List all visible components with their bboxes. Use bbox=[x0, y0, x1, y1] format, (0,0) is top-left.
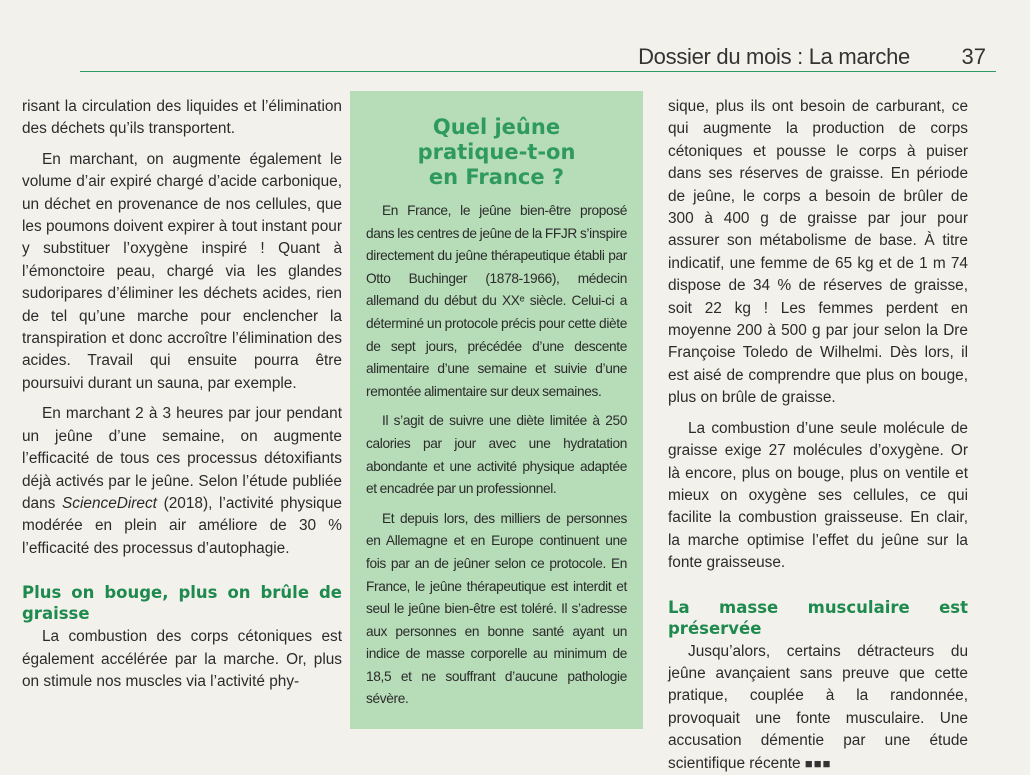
box-title-line: en France ? bbox=[428, 165, 565, 189]
paragraph: risant la circulation des liquides et l’élimination des déchets qu’ils transportent. bbox=[22, 98, 342, 138]
text-run: (2018), l’activité physique modérée en plein air améliore de 30 % l’efficacité des processus d’autophagie. bbox=[22, 494, 342, 557]
paragraph bbox=[668, 641, 968, 775]
paragraph: La combustion d’une seule molécule de graisse exige 27 molécules d’oxygène. Or là encore, plus on bouge, plus on ventile et mieux on oxygène ses cellules, ce qui facilite la combustion graisseuse. En clair, la marche optimise l’effet du jeûne sur la fonte graisseuse. bbox=[668, 419, 968, 572]
sidebar-box bbox=[350, 91, 643, 729]
page-header bbox=[0, 0, 1030, 72]
section-heading: Plus on bouge, plus on brûle de graisse bbox=[22, 583, 342, 624]
paragraph: En marchant, on augmente également le volume d’air expiré chargé d’acide carbonique, un déchet en provenance de nos cellules, que les poumons doivent expirer à tout instant pour y substituer l’oxygène inspiré ! Quant à l’émonctoire peau, chargé via les glandes sudoripares d’éliminer les déchets acides, rien de tel qu’une marche pour enclencher la transpiration et donc accroître l’élimination des acides. Travail qui ensuite pourra être poursuivi durant un sauna, par exemple. bbox=[22, 150, 342, 392]
section-title: Dossier du mois : La marche bbox=[638, 44, 910, 69]
header-rule bbox=[80, 71, 996, 72]
paragraph bbox=[22, 403, 342, 560]
paragraph: La combustion des corps cétoniques est également accélérée par la marche. Or, plus on stimule nos muscles via l’activité phy- bbox=[22, 628, 342, 690]
box-body bbox=[366, 200, 627, 711]
section-heading: La masse musculaire est préservée bbox=[668, 597, 968, 638]
paragraph: sique, plus ils ont besoin de carburant, ce qui augmente la production de corps cétoniques et pousse le corps à puiser dans ses réserves de graisse. En période de jeûne, le corps a besoin de brûler de 300 à 400 g de graisse par jour pour assurer son métabolisme de base. À titre indicatif, une femme de 65 kg et de 1 m 74 dispose de 34 % de réserves de graisse, soit 22 kg ! Les femmes perdent en moyenne 200 à 500 g par jour selon la Dre Françoise Toledo de Wilhelmi. Dès lors, il est aisé de comprendre que plus on bouge, plus on brûle de graisse. bbox=[668, 98, 968, 407]
box-title bbox=[366, 115, 627, 190]
end-mark: ■■■ bbox=[804, 755, 832, 771]
paragraph: Et depuis lors, des milliers de personnes en Allemagne et en Europe continuent une fois par an de jeûner selon ce protocole. En France, le jeûne thérapeutique est interdit et seul le jeûne bien-être est toléré. Il s’adresse aux personnes en bonne santé ayant un indice de masse corporelle au minimum de 18,5 et ne souffrant d’aucune pathologie sévère. bbox=[366, 510, 627, 707]
page-number: 37 bbox=[961, 44, 986, 69]
paragraph: En France, le jeûne bien-être proposé dans les centres de jeûne de la FFJR s’inspire directement du jeûne thérapeutique établi par Otto Buchinger (1878-1966), médecin allemand du début du XXᵉ siècle. Celui-ci a déterminé un protocole précis pour cette diète de sept jours, précédée d’une descente alimentaire d’une semaine et suivie d’une remontée alimentaire sur deux semaines. bbox=[366, 203, 627, 399]
text-run: En marchant 2 à 3 heures par jour pendant un jeûne d’une semaine, on augmente l’efficacité de tous ces processus détoxifiants déjà activés par le jeûne. Selon l’étude publiée dans bbox=[22, 405, 342, 512]
publication-name: ScienceDirect bbox=[62, 494, 157, 512]
left-column bbox=[22, 96, 342, 693]
text-run: Jusqu’alors, certains détracteurs du jeûne avançaient sans preuve que cette pratique, couplée à la randonnée, provoquait une fonte musculaire. Une accusation démentie par une étude scientifique récente bbox=[668, 642, 968, 772]
box-title-line: Quel jeûne bbox=[432, 115, 561, 139]
paragraph: Il s’agit de suivre une diète limitée à 250 calories par jour avec une hydratation abondante et une activité physique adaptée et encadrée par un professionnel. bbox=[366, 413, 627, 497]
right-column bbox=[668, 96, 968, 775]
box-title-line: pratique-t-on bbox=[417, 140, 576, 164]
